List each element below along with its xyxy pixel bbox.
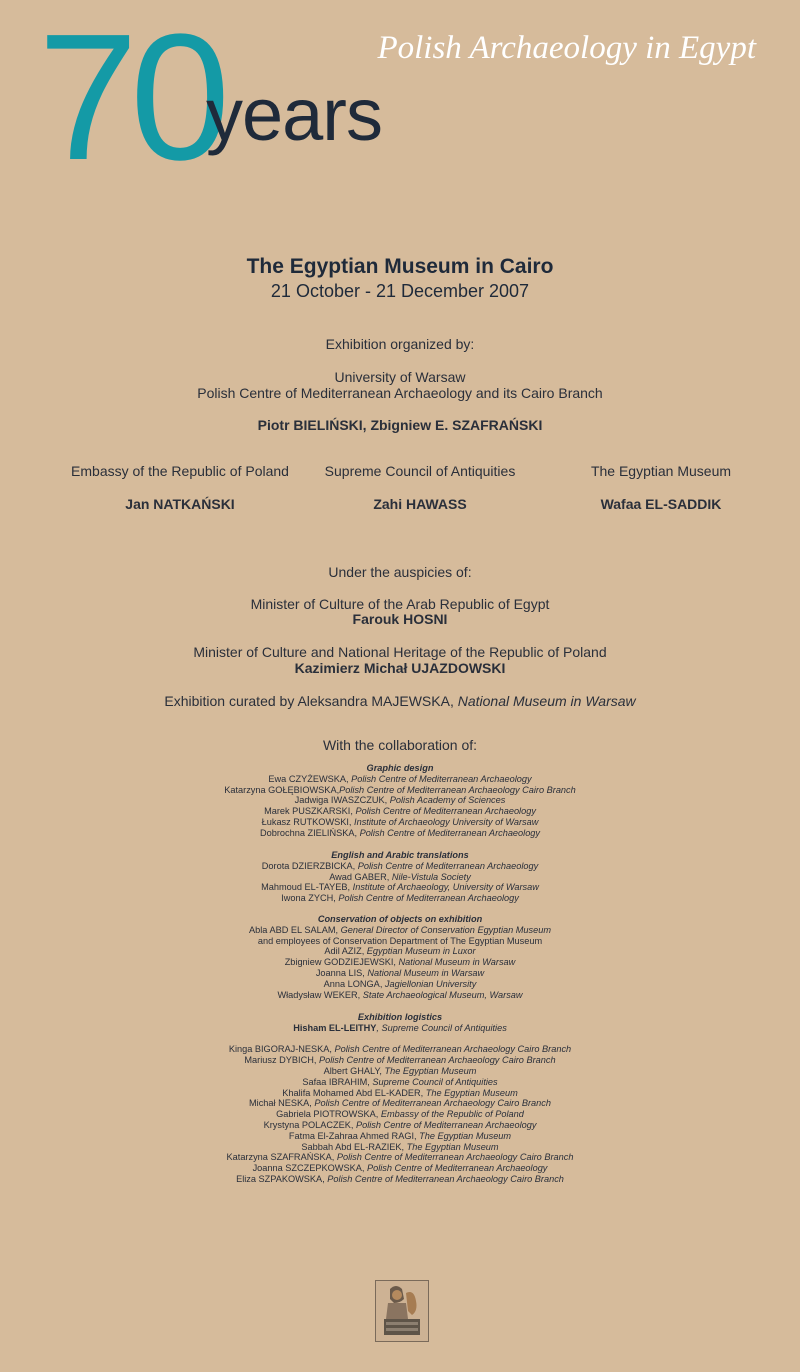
credit-affiliation: Polish Centre of Mediterranean Archaeology (351, 773, 532, 784)
credits-conservation (0, 914, 800, 1000)
credit-affiliation: Institute of Archaeology University of Warsaw (354, 816, 539, 827)
credits-translations (0, 850, 800, 904)
credit-affiliation: Polish Centre of Mediterranean Archaeology Cairo Branch (336, 1152, 574, 1163)
credit-person: Adil AZIZ, (324, 946, 367, 957)
credit-affiliation: Polish Centre of Mediterranean Archaeology (366, 1163, 548, 1174)
institution-embassy-person: Jan NATKAŃSKI (125, 496, 235, 512)
credit-affiliation: National Museum in Warsaw (398, 957, 516, 968)
credits-heading: Graphic design (366, 763, 434, 773)
credit-line (0, 1066, 800, 1077)
credit-person: Fatma El-Zahraa Ahmed RAGI, (288, 1130, 420, 1141)
minister-egypt-title: Minister of Culture of the Arab Republic of Egypt (250, 596, 550, 612)
credit-line (0, 1131, 800, 1142)
credit-line (0, 1142, 800, 1153)
organizer-university: University of Warsaw (334, 369, 466, 385)
credit-person: Sabbah Abd EL-RAZIEK, (301, 1141, 407, 1152)
credit-person: Kinga BIGORAJ-NESKA, (228, 1044, 335, 1055)
institution-museum: The Egyptian Museum (590, 463, 732, 479)
credit-affiliation: The Egyptian Museum (425, 1087, 518, 1098)
credit-affiliation: Polish Academy of Sciences (389, 795, 506, 806)
credit-affiliation: Polish Centre of Mediterranean Archaeology (355, 1119, 537, 1130)
organizer-persons: Piotr BIELIŃSKI, Zbigniew E. SZAFRAŃSKI (257, 417, 543, 433)
credit-person: Iwona ZYCH, (281, 893, 339, 904)
credit-person: Mahmoud EL-TAYEB, (261, 882, 353, 893)
credit-line (0, 806, 800, 817)
credit-line (0, 1163, 800, 1174)
credit-person: Khalifa Mohamed Abd EL-KADER, (282, 1087, 426, 1098)
credit-affiliation: Egyptian Museum in Luxor (366, 946, 476, 957)
credit-line (0, 785, 800, 796)
minister-poland-name: Kazimierz Michał UJAZDOWSKI (294, 660, 506, 676)
credit-affiliation: Institute of Archaeology, University of Warsaw (352, 882, 539, 893)
credit-line (0, 872, 800, 883)
credit-line (0, 1174, 800, 1185)
credit-line (0, 957, 800, 968)
credit-person: Łukasz RUTKOWSKI, (261, 816, 355, 827)
credit-person: Albert GHALY, (323, 1065, 385, 1076)
credit-line (0, 1088, 800, 1099)
institution-sca: Supreme Council of Antiquities (324, 463, 516, 479)
credit-line (0, 817, 800, 828)
museum-logo (375, 1280, 429, 1342)
credit-affiliation: State Archaeological Museum, Warsaw (362, 989, 523, 1000)
credit-line (0, 946, 800, 957)
poster-subtitle: Polish Archaeology in Egypt (377, 30, 756, 66)
credit-affiliation: Polish Centre of Mediterranean Archaeology Cairo Branch (314, 1098, 551, 1109)
logistics-lead (0, 1023, 800, 1034)
credit-person: Katarzyna SZAFRAŃSKA, (226, 1152, 337, 1163)
credit-line (0, 828, 800, 839)
lead-name: Hisham EL-LEITHY (293, 1022, 377, 1033)
credits-heading: Exhibition logistics (357, 1012, 443, 1022)
credit-person: Safaa IBRAHIM, (302, 1076, 373, 1087)
credit-person: Joanna SZCZEPKOWSKA, (252, 1163, 367, 1174)
credit-person: Ewa CZYŻEWSKA, (268, 773, 352, 784)
credit-line (0, 795, 800, 806)
credit-line (0, 893, 800, 904)
credit-affiliation: The Egyptian Museum (406, 1141, 499, 1152)
credit-person: Abla ABD EL SALAM, (249, 924, 341, 935)
credit-affiliation: The Egyptian Museum (384, 1065, 477, 1076)
credits-graphic (0, 763, 800, 839)
institution-sca-person: Zahi HAWASS (373, 496, 467, 512)
credit-person: Anna LONGA, (323, 978, 385, 989)
organizer-pcma: Polish Centre of Mediterranean Archaeology and its Cairo Branch (197, 385, 603, 401)
credit-line (0, 1098, 800, 1109)
credit-affiliation: Jagiellonian University (384, 978, 477, 989)
credit-person: Michał NESKA, (249, 1098, 315, 1109)
auspices-label: Under the auspicies of: (328, 564, 472, 580)
credit-affiliation: Polish Centre of Mediterranean Archaeology Cairo Branch (334, 1044, 572, 1055)
credit-affiliation: Polish Centre of Mediterranean Archaeology (359, 827, 541, 838)
credit-person: Władysław WEKER, (277, 989, 363, 1000)
credit-line (0, 882, 800, 893)
curated-text: Exhibition curated by Aleksandra MAJEWSKA, (164, 693, 458, 709)
credit-person: Dobrochna ZIELIŃSKA, (259, 827, 360, 838)
credit-affiliation: Nile-Vistula Society (391, 871, 471, 882)
credits-heading: Conservation of objects on exhibition (317, 914, 483, 924)
credit-person: Awad GABER, (329, 871, 392, 882)
credit-line (0, 936, 800, 947)
spacer (0, 1034, 800, 1045)
credit-affiliation: Polish Centre of Mediterranean Archaeology Cairo Branch (339, 784, 576, 795)
curated-institution: National Museum in Warsaw (457, 693, 636, 709)
credit-person: and employees of Conservation Department of The Egyptian Museum (257, 935, 543, 946)
credit-person: Mariusz DYBICH, (244, 1055, 319, 1066)
credit-person: Katarzyna GOŁĘBIOWSKA, (224, 784, 340, 795)
venue-name: The Egyptian Museum in Cairo (246, 255, 554, 278)
credit-line (0, 1120, 800, 1131)
credit-person: Marek PUSZKARSKI, (264, 806, 356, 817)
credit-affiliation: Polish Centre of Mediterranean Archaeology (357, 860, 539, 871)
credit-affiliation: Supreme Council of Antiquities (372, 1076, 498, 1087)
credit-person: Krystyna POLACZEK, (263, 1119, 356, 1130)
credit-line (0, 1109, 800, 1120)
credit-person: Eliza SZPAKOWSKA, (236, 1173, 328, 1184)
organized-label: Exhibition organized by: (325, 336, 475, 352)
credit-person: Zbigniew GODZIEJEWSKI, (284, 957, 399, 968)
credit-person: Gabriela PIOTROWSKA, (276, 1109, 381, 1120)
institution-museum-person: Wafaa EL-SADDIK (600, 496, 722, 512)
credit-line (0, 1055, 800, 1066)
credit-affiliation: Polish Centre of Mediterranean Archaeology (338, 893, 519, 904)
credit-affiliation: Embassy of the Republic of Poland (380, 1109, 524, 1120)
credit-affiliation: National Museum in Warsaw (367, 967, 485, 978)
statue-icon (376, 1281, 428, 1341)
credit-line (0, 1044, 800, 1055)
years-word: years (206, 73, 382, 156)
lead-institution: , Supreme Council of Antiquities (376, 1022, 507, 1033)
curated-line (0, 693, 800, 709)
collaboration-label: With the collaboration of: (322, 737, 478, 753)
credit-line (0, 774, 800, 785)
credit-affiliation: The Egyptian Museum (419, 1130, 512, 1141)
credit-line (0, 968, 800, 979)
credit-line (0, 1077, 800, 1088)
credit-affiliation: Polish Centre of Mediterranean Archaeology Cairo Branch (327, 1173, 564, 1184)
credit-affiliation: Polish Centre of Mediterranean Archaeology Cairo Branch (318, 1055, 556, 1066)
credit-line (0, 990, 800, 1001)
credit-affiliation: General Director of Conservation Egyptian Museum (340, 924, 551, 935)
credit-affiliation: Polish Centre of Mediterranean Archaeology (355, 806, 536, 817)
credits-logistics (0, 1012, 800, 1185)
credit-line (0, 925, 800, 936)
minister-egypt-name: Farouk HOSNI (352, 611, 448, 627)
big-number-70: 70 (38, 0, 223, 198)
credits-heading: English and Arabic translations (331, 850, 469, 860)
exhibition-dates: 21 October - 21 December 2007 (270, 281, 530, 301)
credit-line (0, 861, 800, 872)
credit-line (0, 1152, 800, 1163)
credit-line (0, 979, 800, 990)
institution-embassy: Embassy of the Republic of Poland (71, 463, 289, 479)
credit-person: Jadwiga IWASZCZUK, (294, 795, 390, 806)
minister-poland-title: Minister of Culture and National Heritage of the Republic of Poland (193, 644, 607, 660)
credit-person: Joanna LIS, (315, 967, 368, 978)
credit-person: Dorota DZIERZBICKA, (261, 860, 358, 871)
